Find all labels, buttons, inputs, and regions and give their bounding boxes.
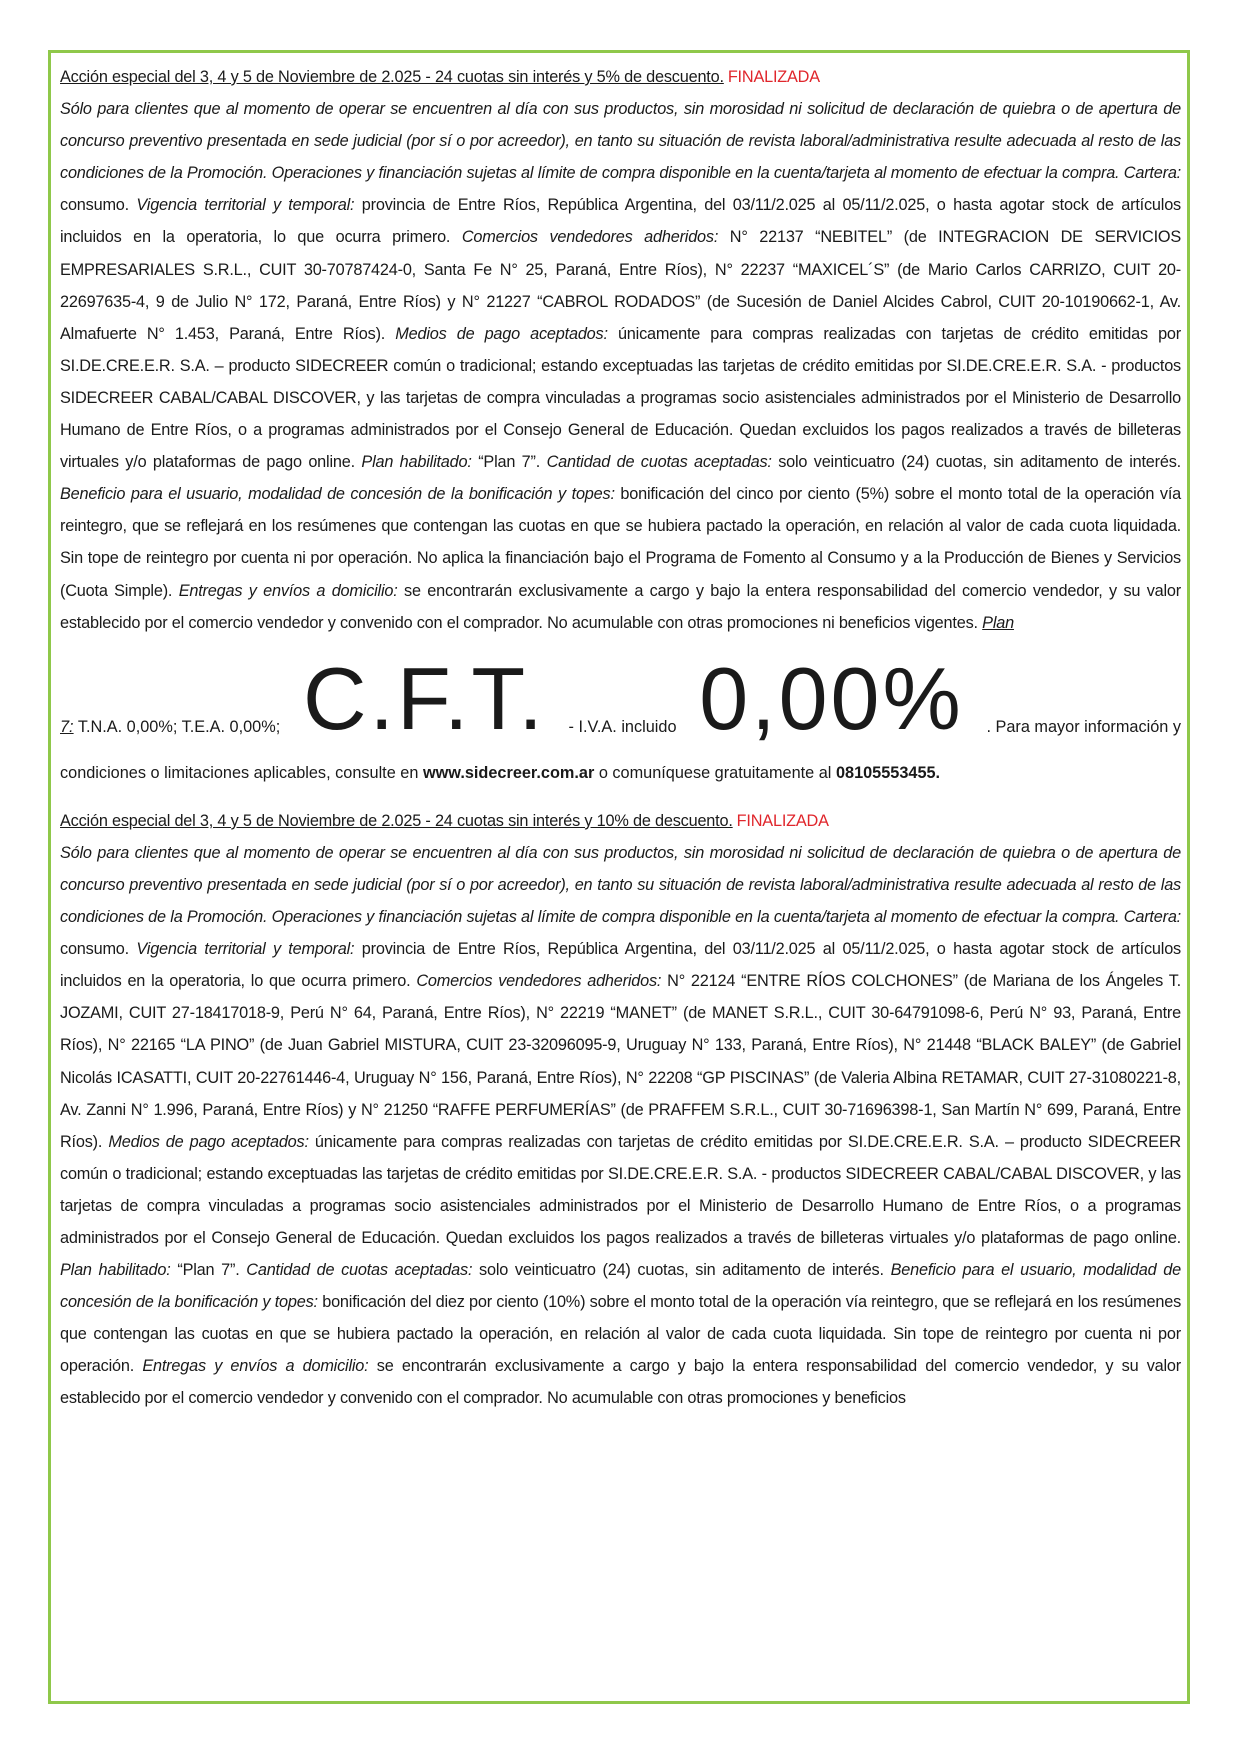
vigencia-label: Vigencia territorial y temporal:: [136, 196, 355, 215]
entregas-label: Entregas y envíos a domicilio:: [178, 581, 398, 600]
section-1-heading: Acción especial del 3, 4 y 5 de Noviembre de 2.025 - 24 cuotas sin interés y 5% de descuento.: [60, 68, 724, 86]
promo-section-2: [60, 805, 1181, 1415]
plan7-rates: [60, 711, 280, 743]
cft-value: 0,00%: [699, 648, 964, 748]
promo-section-1: [60, 61, 1181, 639]
vigencia-label: Vigencia territorial y temporal:: [136, 940, 355, 959]
vigencia-value: provincia de Entre Ríos, República Argentina, del 03/11/2.025 al 05/11/2.025, o hasta agotar stock de artículos incluidos en la operatoria, lo que ocurra primero.: [60, 940, 1181, 991]
entregas-label: Entregas y envíos a domicilio:: [142, 1357, 369, 1376]
medios-label: Medios de pago aceptados:: [108, 1132, 309, 1151]
cuotas-label: Cantidad de cuotas aceptadas:: [546, 453, 772, 472]
vigencia-value: provincia de Entre Ríos, República Argentina, del 03/11/2.025 al 05/11/2.025, o hasta agotar stock de artículos incluidos en la operatoria, lo que ocurra primero.: [60, 196, 1181, 247]
section-1-status: FINALIZADA: [727, 68, 820, 86]
section-gap: [60, 789, 1181, 805]
contact-text: condiciones o limitaciones aplicables, consulte en: [60, 763, 419, 782]
website-link[interactable]: www.sidecreer.com.ar: [422, 763, 595, 782]
cuotas-value: solo veinticuatro (24) cuotas, sin aditamento de interés.: [479, 1261, 884, 1280]
document-body: [60, 61, 1181, 1415]
beneficio-value: bonificación del diez por ciento (10%) sobre el monto total de la operación vía reintegro, que se reflejará en los resúmenes que contengan las cuotas en que se hubiera pactado la operación, en relación al valor de cada cuota liquidada. Sin tope de reintegro por cuenta ni por operación.: [60, 1293, 1182, 1376]
comercios-value: N° 22124 “ENTRE RÍOS COLCHONES” (de Mariana de los Ángeles T. JOZAMI, CUIT 27-18417018-9, Perú N° 64, Paraná, Entre Ríos), N° 22219 “MANET” (de MANET S.R.L., CUIT 30-64791098-6, Perú N° 93, Paraná, Entre Ríos), N° 22165 “LA PINO” (de Juan Gabriel MISTURA, CUIT 23-32096095-9, Uruguay N° 133, Paraná, Entre Ríos), N° 21448 “BLACK BALEY” (de Gabriel Nicolás ICASATTI, CUIT 20-22761446-4, Uruguay N° 156, Paraná, Entre Ríos), N° 22208 “GP PISCINAS” (de Valeria Albina RETAMAR, CUIT 27-31080221-8, Av. Zanni N° 1.996, Paraná, Entre Ríos) y N° 21250 “RAFFE PERFUMERÍAS” (de PRAFFEM S.R.L., CUIT 30-71696398-1, San Martín N° 699, Paraná, Entre Ríos).: [60, 972, 1181, 1151]
cartera-label: Cartera:: [1123, 908, 1181, 927]
comercios-label: Comercios vendedores adheridos:: [461, 228, 719, 247]
section-2-heading: Acción especial del 3, 4 y 5 de Noviembre de 2.025 - 24 cuotas sin interés y 10% de descuento.: [60, 811, 733, 830]
plan-label: Plan habilitado:: [60, 1261, 171, 1280]
plan-label: Plan habilitado:: [361, 453, 472, 472]
iva-label: - I.V.A. incluido: [568, 717, 677, 736]
more-info: . Para mayor información y: [986, 717, 1181, 736]
plan7-label-part-b: 7:: [60, 717, 74, 736]
section-2-status: FINALIZADA: [736, 811, 829, 830]
contact-line: [60, 757, 1181, 789]
section-1-intro: Sólo para clientes que al momento de operar se encuentren al día con sus productos, sin morosidad ni solicitud de declaración de quiebra o de apertura de concurso preventivo presentada en sede judicial (por sí o por acreedor), en tanto su situación de revista laboral/administrativa resulte adecuada al resto de las condiciones de la Promoción. Operaciones y financiación sujetas al límite de compra disponible en la cuenta/tarjeta al momento de efectuar la compra.: [60, 100, 1181, 183]
comercios-value: N° 22137 “NEBITEL” (de INTEGRACION DE SERVICIOS EMPRESARIALES S.R.L., CUIT 30-70787424-0, Santa Fe N° 25, Paraná, Entre Ríos), N° 22237 “MAXICEL´S” (de Mario Carlos CARRIZO, CUIT 20-22697635-4, 9 de Julio N° 172, Paraná, Entre Ríos) y N° 21227 “CABROL RODADOS” (de Sucesión de Daniel Alcides Cabrol, CUIT 20-10190662-1, Av. Almafuerte N° 1.453, Paraná, Entre Ríos).: [60, 228, 1182, 343]
medios-label: Medios de pago aceptados:: [395, 324, 608, 343]
medios-value: únicamente para compras realizadas con tarjetas de crédito emitidas por SI.DE.CRE.E.R. S.A. – producto SIDECREER común o tradicional; estando exceptuadas las tarjetas de crédito emitidas por SI.DE.CRE.E.R. S.A. - productos SIDECREER CABAL/CABAL DISCOVER, y las tarjetas de compra vinculadas a programas socio asistenciales administrados por el Ministerio de Desarrollo Humano de Entre Ríos, o a programas administrados por el Consejo General de Educación. Quedan excluidos los pagos realizados a través de billeteras virtuales y/o plataformas de pago online.: [60, 324, 1182, 472]
cartera-value: consumo.: [60, 940, 129, 959]
cft-label: C.F.T.: [302, 648, 546, 748]
cuotas-value: solo veinticuatro (24) cuotas, sin aditamento de interés.: [778, 453, 1181, 472]
cartera-label: Cartera:: [1123, 164, 1181, 183]
beneficio-value: bonificación del cinco por ciento (5%) sobre el monto total de la operación vía reintegro, que se reflejará en los resúmenes que contengan las cuotas en que se hubiera pactado la operación, en relación al valor de cada cuota liquidada. Sin tope de reintegro por cuenta ni por operación. No aplica la financiación bajo el Programa de Fomento al Consumo y a la Producción de Bienes y Servicios (Cuota Simple).: [60, 485, 1182, 600]
beneficio-label: Beneficio para el usuario, modalidad de concesión de la bonificación y topes:: [60, 1261, 1181, 1312]
cartera-value: consumo.: [60, 196, 129, 215]
section-2-intro: Sólo para clientes que al momento de operar se encuentren al día con sus productos, sin morosidad ni solicitud de declaración de quiebra o de apertura de concurso preventivo presentada en sede judicial (por sí o por acreedor), en tanto su situación de revista laboral/administrativa resulte adecuada al resto de las condiciones de la Promoción. Operaciones y financiación sujetas al límite de compra disponible en la cuenta/tarjeta al momento de efectuar la compra.: [60, 843, 1181, 927]
cuotas-label: Cantidad de cuotas aceptadas:: [246, 1261, 473, 1280]
medios-value: únicamente para compras realizadas con tarjetas de crédito emitidas por SI.DE.CRE.E.R. S.A. – producto SIDECREER común o tradicional; estando exceptuadas las tarjetas de crédito emitidas por SI.DE.CRE.E.R. S.A. - productos SIDECREER CABAL/CABAL DISCOVER, y las tarjetas de compra vinculadas a programas socio asistenciales administrados por el Ministerio de Desarrollo Humano de Entre Ríos, o a programas administrados por el Consejo General de Educación. Quedan excluidos los pagos realizados a través de billeteras virtuales y/o plataformas de pago online.: [60, 1132, 1181, 1247]
plan7-label-part-a: Plan: [982, 613, 1014, 632]
entregas-value: se encontrarán exclusivamente a cargo y bajo la entera responsabilidad del comercio vendedor, y su valor establecido por el comercio vendedor y convenido con el comprador. No acumulable con otras promociones ni beneficios vigentes.: [60, 581, 1181, 632]
plan-value: “Plan 7”.: [177, 1261, 240, 1280]
beneficio-label: Beneficio para el usuario, modalidad de concesión de la bonificación y topes:: [60, 485, 615, 504]
cft-line: [60, 648, 1181, 748]
contact-mid: o comuníquese gratuitamente al: [598, 763, 832, 782]
comercios-label: Comercios vendedores adheridos:: [416, 972, 662, 991]
tna-tea: T.N.A. 0,00%; T.E.A. 0,00%;: [77, 717, 281, 736]
entregas-value: se encontrarán exclusivamente a cargo y bajo la entera responsabilidad del comercio vendedor, y su valor establecido por el comercio vendedor y convenido con el comprador. No acumulable con otras promociones y beneficios: [60, 1357, 1182, 1408]
plan-value: “Plan 7”.: [478, 453, 541, 472]
phone-number: 08105553455.: [835, 763, 941, 782]
